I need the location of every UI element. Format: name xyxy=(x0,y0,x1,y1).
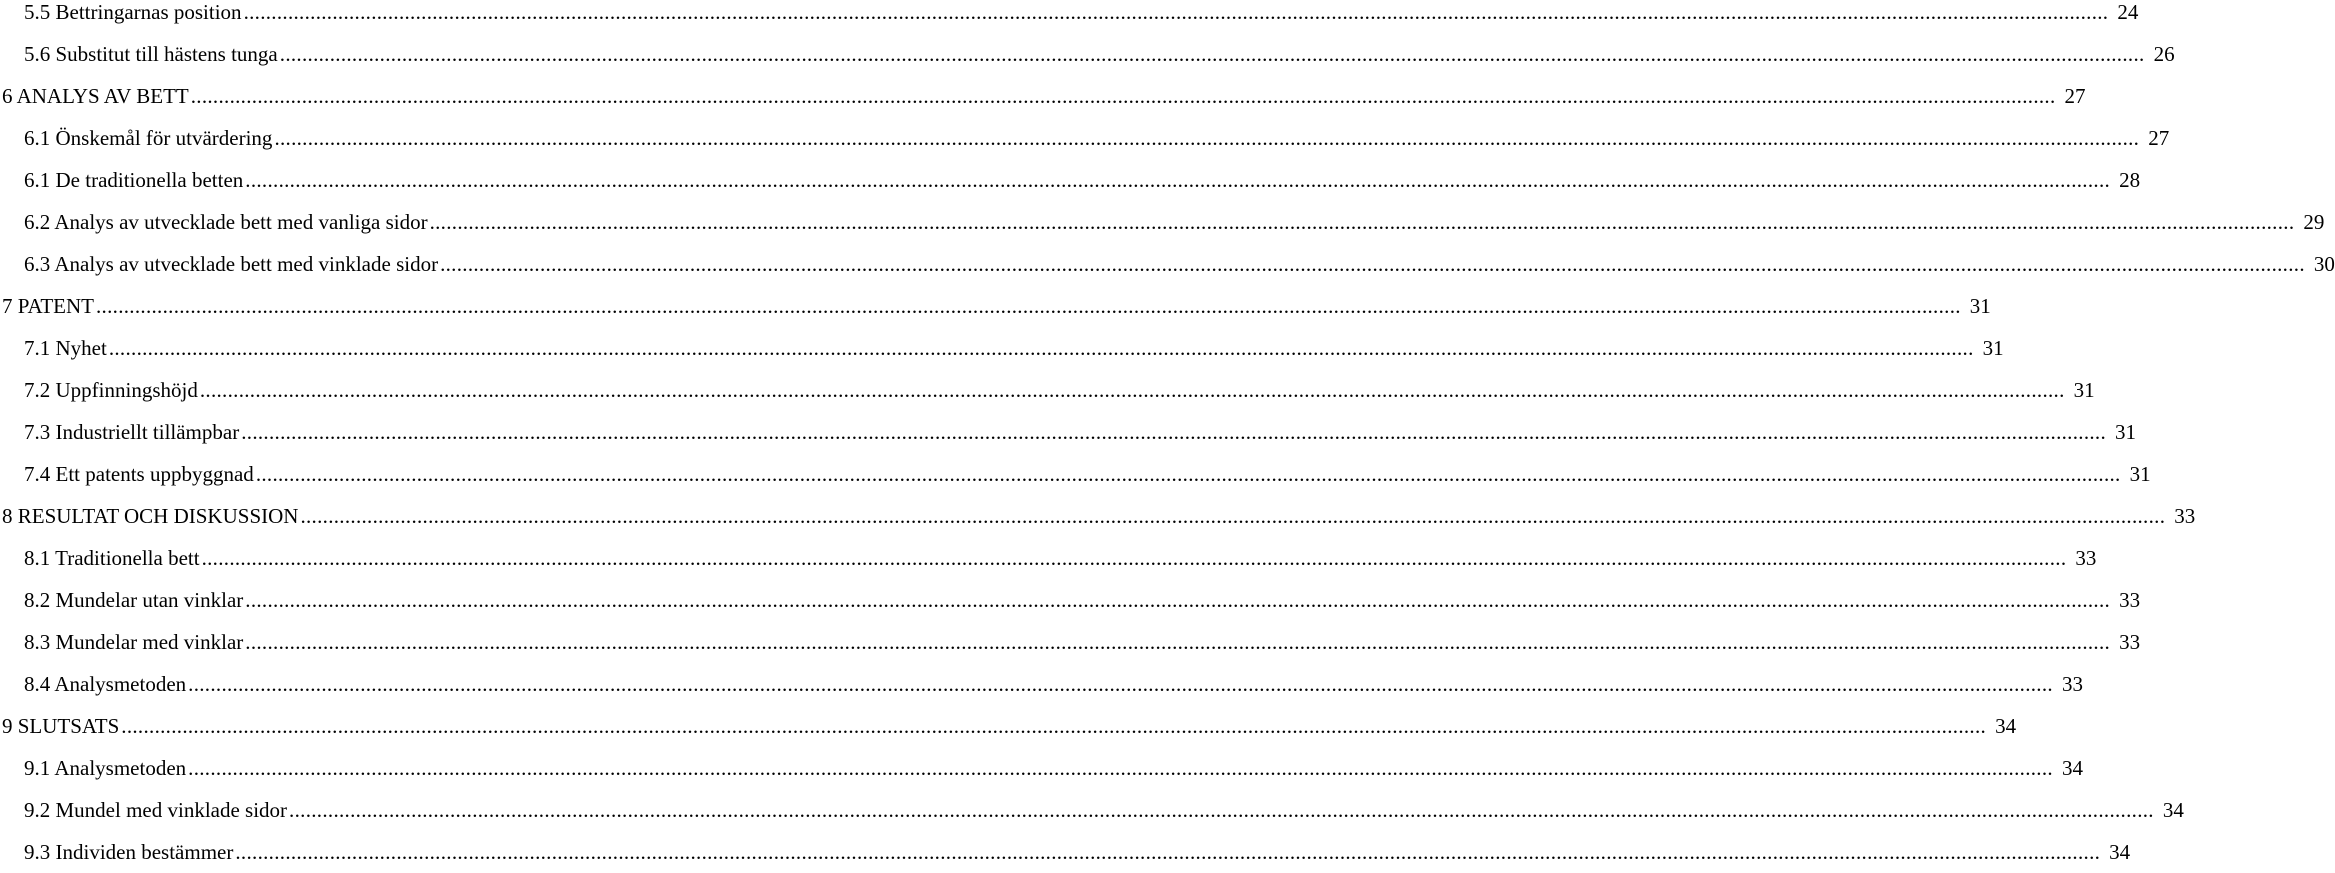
toc-entry-label: 6 ANALYS AV BETT xyxy=(2,84,189,108)
toc-entry[interactable] xyxy=(0,537,2097,579)
toc-page-number: 31 xyxy=(1969,294,1991,318)
toc-entry-label: 5.6 Substitut till hästens tunga xyxy=(24,42,278,66)
toc-entry-label: 9.2 Mundel med vinklade sidor xyxy=(24,798,288,822)
toc-entry[interactable] xyxy=(0,789,2184,831)
toc-page-number: 33 xyxy=(2075,546,2097,570)
toc-dot-leader xyxy=(121,713,1986,739)
toc-page-number: 34 xyxy=(2109,840,2131,864)
toc-entry[interactable] xyxy=(0,747,2083,789)
toc-dot-leader xyxy=(191,83,2056,109)
toc-entry-label: 8.2 Mundelar utan vinklar xyxy=(24,588,244,612)
toc-entry-label: 9.3 Individen bestämmer xyxy=(24,840,234,864)
toc-page-number: 26 xyxy=(2153,42,2175,66)
toc-page-number: 33 xyxy=(2174,504,2196,528)
toc-dot-leader xyxy=(245,167,2110,193)
toc-entry[interactable] xyxy=(0,201,2325,243)
toc-page-number: 24 xyxy=(2117,0,2139,24)
toc-entry[interactable] xyxy=(0,831,2131,873)
toc-dot-leader xyxy=(280,41,2145,67)
toc-page-number: 28 xyxy=(2119,168,2141,192)
toc-page-number: 30 xyxy=(2313,252,2335,276)
toc-entry[interactable] xyxy=(0,579,2141,621)
toc-page-number: 27 xyxy=(2064,84,2086,108)
toc-entry[interactable] xyxy=(0,0,2139,33)
toc-entry-label: 7 PATENT xyxy=(2,294,94,318)
toc-entry[interactable] xyxy=(0,411,2137,453)
toc-page-number: 31 xyxy=(2115,420,2137,444)
toc-dot-leader xyxy=(241,419,2106,445)
toc-entry-label: 7.3 Industriellt tillämpbar xyxy=(24,420,240,444)
toc-entry[interactable] xyxy=(0,33,2175,75)
toc-entry[interactable] xyxy=(0,243,2335,285)
toc-page-number: 31 xyxy=(1982,336,2004,360)
toc-entry-label: 7.2 Uppfinningshöjd xyxy=(24,378,198,402)
toc-entry-label: 6.3 Analys av utvecklade bett med vinklade sidor xyxy=(24,252,439,276)
toc-page-number: 33 xyxy=(2119,630,2141,654)
toc-page-number: 34 xyxy=(2162,798,2184,822)
toc-entry[interactable] xyxy=(0,159,2141,201)
toc-entry-label: 5.5 Bettringarnas position xyxy=(24,0,242,24)
toc-dot-leader xyxy=(430,209,2295,235)
toc-page-number: 33 xyxy=(2061,672,2083,696)
toc-entry-label: 8.3 Mundelar med vinklar xyxy=(24,630,244,654)
toc-entry-label: 7.4 Ett patents uppbyggnad xyxy=(24,462,254,486)
toc-dot-leader xyxy=(202,545,2067,571)
toc-entry[interactable] xyxy=(0,117,2170,159)
toc-dot-leader xyxy=(188,755,2053,781)
toc-entry[interactable] xyxy=(0,495,2196,537)
toc-entry[interactable] xyxy=(0,705,2017,747)
toc-entry[interactable] xyxy=(0,663,2083,705)
toc-dot-leader xyxy=(245,587,2110,613)
toc-entry-label: 6.1 Önskemål för utvärdering xyxy=(24,126,273,150)
toc-dot-leader xyxy=(96,293,1961,319)
toc-entry-label: 8.4 Analysmetoden xyxy=(24,672,187,696)
toc-page-number: 34 xyxy=(2061,756,2083,780)
toc-entry-label: 7.1 Nyhet xyxy=(24,336,107,360)
toc-dot-leader xyxy=(245,629,2110,655)
toc-entry[interactable] xyxy=(0,285,1991,327)
toc-entry-label: 9.1 Analysmetoden xyxy=(24,756,187,780)
toc-entry[interactable] xyxy=(0,75,2086,117)
toc-entry[interactable] xyxy=(0,327,2004,369)
toc-dot-leader xyxy=(440,251,2305,277)
toc-dot-leader xyxy=(109,335,1974,361)
toc-dot-leader xyxy=(244,0,2109,25)
toc-page-number: 31 xyxy=(2129,462,2151,486)
toc-entry-label: 6.1 De traditionella betten xyxy=(24,168,244,192)
toc-page-number: 27 xyxy=(2148,126,2170,150)
toc-page-number: 29 xyxy=(2303,210,2325,234)
toc-dot-leader xyxy=(256,461,2121,487)
toc-dot-leader xyxy=(235,839,2100,865)
toc-entry-label: 6.2 Analys av utvecklade bett med vanliga sidor xyxy=(24,210,428,234)
toc-dot-leader xyxy=(188,671,2053,697)
toc-dot-leader xyxy=(300,503,2165,529)
toc-entry-label: 8.1 Traditionella bett xyxy=(24,546,200,570)
toc-page-number: 31 xyxy=(2073,378,2095,402)
toc-page-number: 34 xyxy=(1995,714,2017,738)
toc-entry[interactable] xyxy=(0,621,2141,663)
toc-dot-leader xyxy=(274,125,2139,151)
toc-entry[interactable] xyxy=(0,369,2095,411)
toc-dot-leader xyxy=(289,797,2154,823)
toc-entry[interactable] xyxy=(0,453,2151,495)
toc-entry-label: 9 SLUTSATS xyxy=(2,714,120,738)
toc-page-number: 33 xyxy=(2119,588,2141,612)
toc-entry-label: 8 RESULTAT OCH DISKUSSION xyxy=(2,504,299,528)
toc-dot-leader xyxy=(200,377,2065,403)
